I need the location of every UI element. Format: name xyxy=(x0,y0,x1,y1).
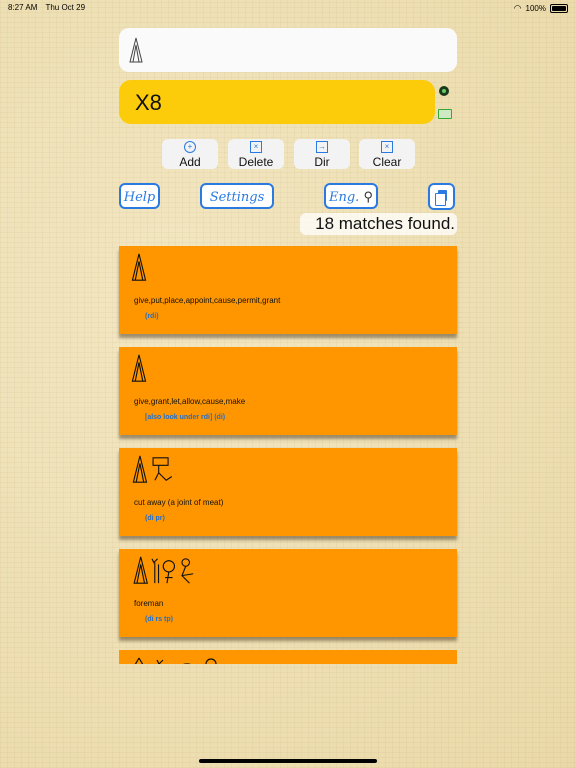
result-meaning: give,put,place,appoint,cause,permit,grant xyxy=(134,296,281,305)
battery-icon xyxy=(550,4,568,13)
result-card[interactable] xyxy=(119,448,457,536)
dir-label: Dir xyxy=(314,155,330,169)
home-indicator[interactable] xyxy=(199,759,377,763)
hieroglyph-display xyxy=(119,28,457,72)
status-bar xyxy=(0,0,576,14)
battery-percent: 100% xyxy=(525,4,546,13)
hieroglyph-x8-icon xyxy=(129,252,149,282)
dir-button[interactable] xyxy=(294,139,350,169)
clear-label: Clear xyxy=(372,155,402,169)
result-card[interactable] xyxy=(119,549,457,637)
english-search-button[interactable] xyxy=(324,183,378,209)
result-transliteration[interactable]: [also look under rdi] (di) xyxy=(145,414,226,421)
result-card-partial[interactable] xyxy=(119,650,457,664)
result-transliteration[interactable]: (di pr) xyxy=(145,515,165,522)
result-meaning: cut away (a joint of meat) xyxy=(134,498,224,507)
delete-button[interactable] xyxy=(228,139,284,169)
clear-x-icon: × xyxy=(381,141,393,153)
result-card[interactable] xyxy=(119,347,457,435)
code-input[interactable] xyxy=(119,80,435,124)
result-meaning: foreman xyxy=(134,599,164,608)
result-meaning: give,grant,let,allow,cause,make xyxy=(134,397,246,406)
hieroglyph-group-icon xyxy=(129,656,239,664)
plus-icon: + xyxy=(184,141,196,153)
add-label: Add xyxy=(179,155,201,169)
settings-label: Settings xyxy=(209,190,265,205)
wifi-icon: ◠ xyxy=(513,3,522,13)
result-transliteration[interactable]: (rdi) xyxy=(145,313,159,320)
delete-label: Delete xyxy=(238,155,274,169)
help-label: Help xyxy=(123,190,156,205)
clear-button[interactable] xyxy=(359,139,415,169)
matches-count: 18 matches found. xyxy=(300,213,457,235)
hieroglyph-x8-icon xyxy=(129,37,143,63)
status-time: 8:27 AM xyxy=(8,3,38,12)
keyboard-icon[interactable] xyxy=(438,109,452,119)
add-button[interactable] xyxy=(162,139,218,169)
hieroglyph-group-icon xyxy=(129,454,179,484)
hieroglyph-x8-icon xyxy=(129,353,149,383)
magnifier-icon: ⚲ xyxy=(363,190,373,205)
result-card[interactable] xyxy=(119,246,457,334)
copy-button[interactable] xyxy=(428,183,455,210)
result-transliteration[interactable]: (di rs tp) xyxy=(145,616,173,623)
english-search-label: Eng. xyxy=(329,190,360,205)
status-date: Thu Oct 29 xyxy=(45,3,86,12)
help-button[interactable] xyxy=(119,183,160,209)
globe-icon[interactable] xyxy=(439,86,449,96)
backspace-icon: × xyxy=(250,141,262,153)
arrow-right-icon: → xyxy=(318,142,326,151)
hieroglyph-group-icon xyxy=(129,555,204,585)
settings-button[interactable] xyxy=(200,183,274,209)
code-input-value: X8 xyxy=(135,90,162,115)
